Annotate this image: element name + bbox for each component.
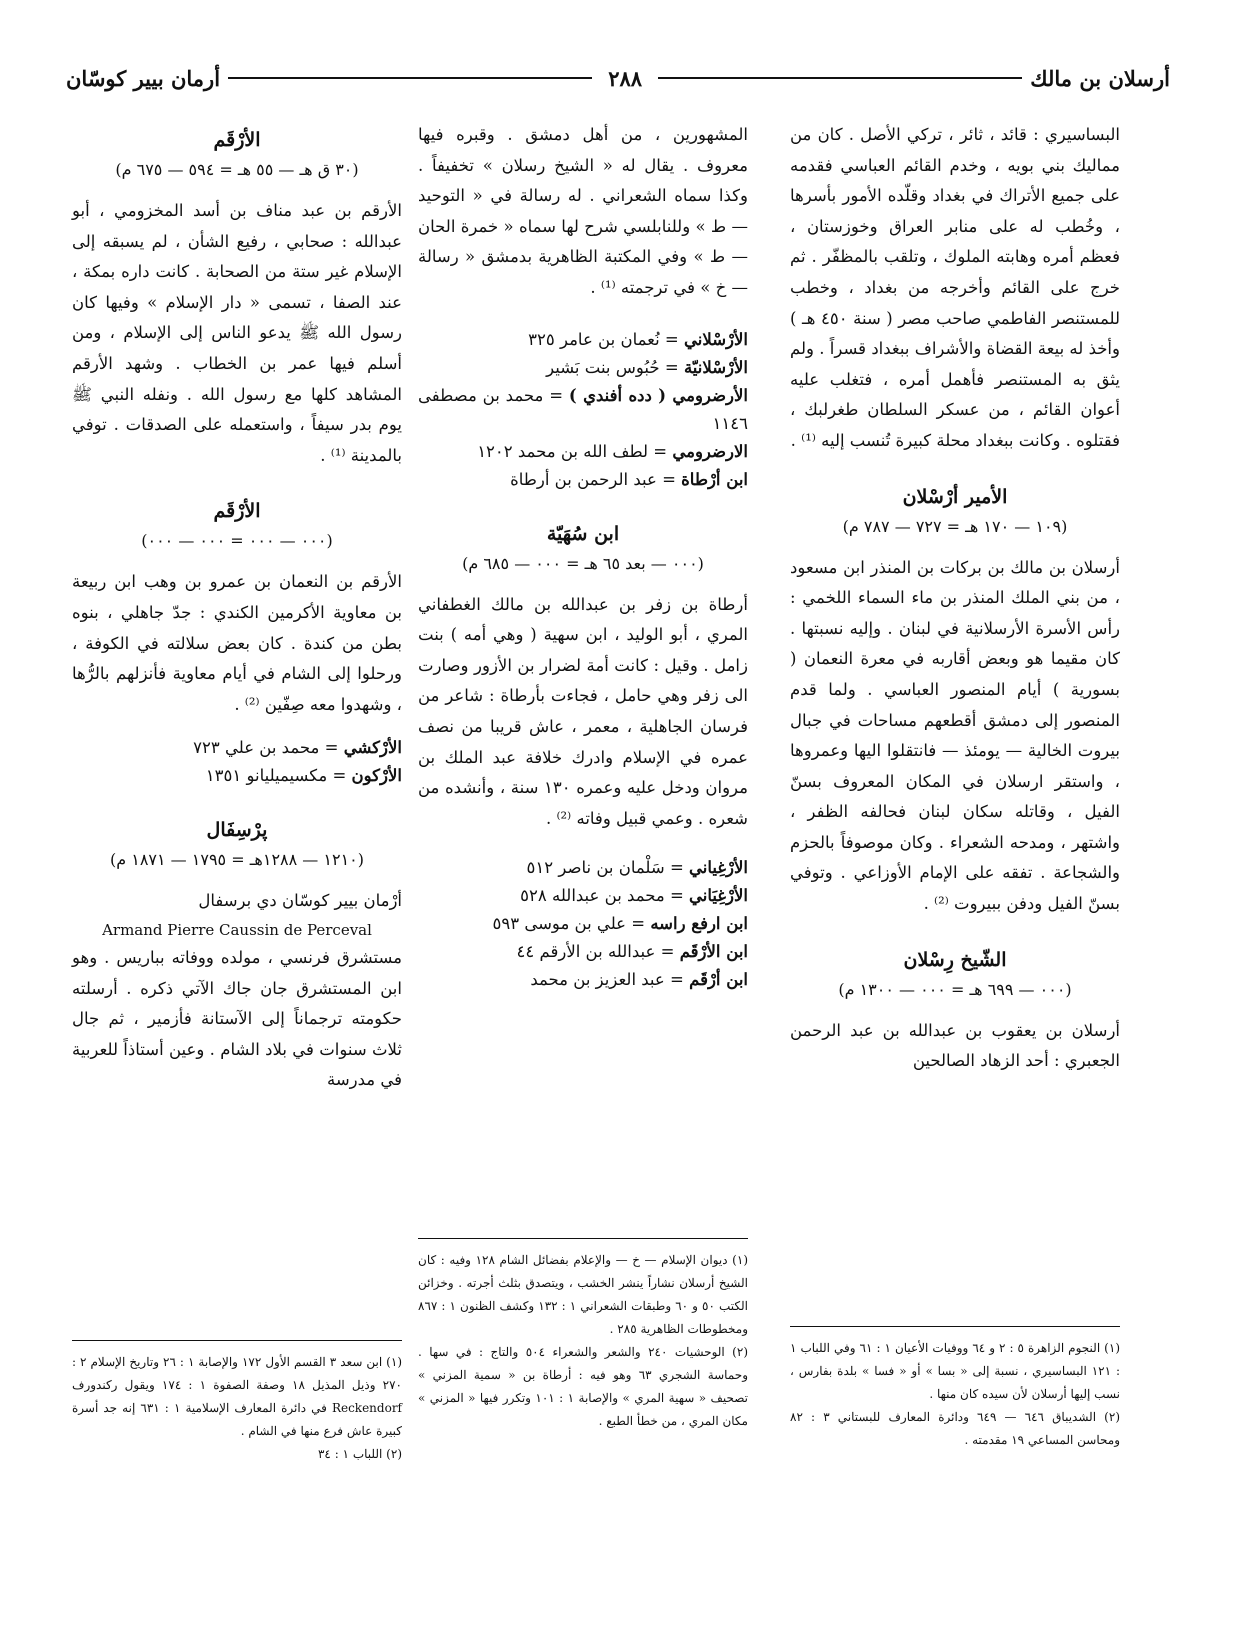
entry-continuation: المشهورين ، من أهل دمشق . وقبره فيها معروف . يقال له « الشيخ رسلان » تخفيفاً . وكذا سماه الشعراني . له رسالة في « التوحيد — ط » وللنابلسي شرح لها سماه « خمرة الحان — ط » وفي المكتبة الظاهرية بدمشق « رسالة — خ » في ترجمته ⁽¹⁾ . [418, 125, 748, 297]
entry-body: مستشرق فرنسي ، مولده ووفاته بباريس . وهو ابن المستشرق جان جاك الآتي ذكره . أرسلته حكومته ترجماناً إلى الآستانة فأزمير ، ثم جال ثلاث سنوات في بلاد الشام . وعين أستاذاً للعربية في مدرسة [72, 947, 402, 1090]
header-right-title: أرسلان بن مالك [1030, 65, 1170, 91]
column-right [790, 120, 1120, 1077]
running-head [66, 58, 1170, 98]
footnote: (١) النجوم الزاهرة ٥ : ٢ و ٦٤ ووفيات الأعيان ١ : ٦١ وفي اللباب ١ : ١٢١ البساسيري ، نسبة إلى « بسا » أو « فسا » بلدة بفارس ، نسب إليها أرسلان لأن سيده كان منها . [790, 1341, 1120, 1401]
cross-reference: ابن أرْطاة = عبد الرحمن بن أرطاة [510, 469, 748, 489]
cross-reference: الأرْغِياني = سَلْمان بن ناصر ٥١٢ [526, 858, 748, 878]
cross-reference: الأرْسْلاني = نُعمان بن عامر ٣٢٥ [528, 329, 748, 349]
latin-name: Armand Pierre Caussin de Perceval [102, 920, 372, 939]
cross-reference: الأرضرومي ( دده أفندي ) = محمد بن مصطفى ١١٤٦ [418, 385, 748, 433]
entry-dates: (٠٠٠ — بعد ٦٥ هـ = ٠٠٠ — ٦٨٥ م) [462, 553, 704, 573]
cross-reference: الأرْغِيَاني = محمد بن عبدالله ٥٢٨ [520, 886, 748, 906]
footnotes-right [790, 1326, 1120, 1452]
entry-name-line: أرْمان بيير كوسّان دي برسفال [198, 891, 402, 911]
entry-body: أرسلان بن مالك بن بركات بن المنذر ابن مسعود ، من بني الملك المنذر بن ماء السماء اللخمي : رأس الأسرة الأرسلانية في لبنان . وإليه نسبتها . كان مقيما هو وبعض أقاربه في معرة النعمان ( بسورية ) أيام المنصور العباسي . ولما قدم المنصور إلى دمشق أقطعهم مساحات في جبال بيروت الخالية — يومئذ — فانتقلوا اليها وعمروها ، واستقر ارسلان في المكان المعروف بسنّ الفيل ، وقاتله سكان لبنان فحالفه الظفر ، واشتهر ، ومدحه الشعراء . وكان موصوفاً بالحزم والشجاعة . تفقه على الإمام الأوزاعي . وتوفي بسنّ الفيل ودفن ببيروت ⁽²⁾ . [790, 557, 1120, 914]
entry-body: الأرقم بن عبد مناف بن أسد المخزومي ، أبو عبدالله : صحابي ، رفيع الشأن ، لم يسبقه إلى الإسلام غير ستة من الصحابة . كانت داره بمكة ، عند الصفا ، تسمى « دار الإسلام » وفيها كان رسول الله ﷺ يدعو الناس إلى الإسلام ، ومن أسلم فيها عمر بن الخطاب . وشهد الأرقم المشاهد كلها مع رسول الله . ونفله النبي ﷺ يوم بدر سيفاً ، واستعمله على الصدقات . توفي بالمدينة ⁽¹⁾ . [72, 201, 402, 465]
cross-reference: ابن الأرْقَم = عبدالله بن الأرقم ٤٤ [516, 942, 748, 962]
entry-continuation: البساسيري : قائد ، ثائر ، تركي الأصل . كان من مماليك بني بويه ، وخدم القائم العباسي فقدمه على جميع الأتراك في بغداد وقلّده الأمور بأسرها ، وخُطب له على منابر العراق وخوزستان ، فعظم أمره وهابته الملوك ، وتلقب بالمظفّر . ثم خرج على القائم وأخرجه من بغداد ، وخطب للمستنصر الفاطمي صاحب مصر ( سنة ٤٥٠ هـ ) وأخذ له بيعة القضاة والأشراف ببغداد قسراً . ولم يثق به المستنصر فأهمل أمره ، فتغلب عليه أعوان القائم ، من عسكر السلطان طغرلبك ، فقتلوه . وكانت ببغداد محلة كبيرة تُنسب إليه ⁽¹⁾ . [790, 125, 1121, 450]
footnotes-middle [418, 1238, 748, 1433]
footnote-rule [790, 1326, 1120, 1327]
footnote: (٢) الشديباق ٦٤٦ — ٦٤٩ ودائرة المعارف للبستاني ٣ : ٨٢ ومحاسن المساعي ١٩ مقدمته . [790, 1410, 1120, 1447]
cross-reference: ابن ارفع راسه = علي بن موسى ٥٩٣ [492, 914, 748, 934]
entry-title: ابن سُهَيّة [546, 522, 620, 545]
entry-dates: (١٢١٠ — ١٢٨٨هـ = ١٧٩٥ — ١٨٧١ م) [109, 850, 365, 870]
page-number: ٢٨٨ [608, 65, 643, 91]
entry-title: الأرْقَم [213, 129, 261, 151]
cross-reference: الارضرومي = لطف الله بن محمد ١٢٠٢ [477, 441, 748, 461]
entry-dates: (٠٠٠ — ٦٩٩ هـ = ٠٠٠ — ١٣٠٠ م) [838, 979, 1072, 999]
entry-body: أرطاة بن زفر بن عبدالله بن مالك الغطفاني المري ، أبو الوليد ، ابن سهية ( وهي أمه ) بنت زامل . وقيل : كانت أمة لضرار بن الأزور وصارت الى زفر وهي حامل ، فجاءت بأرطاة : شاعر من فرسان الجاهلية ، معمر ، عاش قريبا من نصف عمره في الإسلام وادرك خلافة عبد الملك بن مروان ودخل عليه وعمره ١٣٠ سنة ، وأنشده من شعره . وعمي قبيل وفاته ⁽²⁾ . [418, 594, 748, 828]
entry-title: الأمير أرْسْلان [902, 485, 1008, 508]
column-middle [418, 120, 748, 994]
entry-dates: (٠٠٠ — ٠٠٠ = ٠٠٠ — ٠٠٠) [141, 531, 333, 551]
cross-reference: ابن أرْقَم = عبد العزيز بن محمد [530, 970, 748, 990]
footnote: (٢) الوحشيات ٢٤٠ والشعر والشعراء ٥٠٤ والتاج : في سها . وحماسة الشجري ٦٣ وهو فيه : أرطاة بن « سمية المزني » تصحيف « سهية المري » والإصابة ١ : ١٠١ وتكرر فيها « المزني » مكان المري ، من خطأ الطبع . [418, 1345, 749, 1428]
entry-title: الأرْقَم [213, 500, 261, 523]
header-rule-right [658, 77, 1022, 79]
footnotes-left [72, 1340, 402, 1466]
cross-reference: الأرْكون = مكسيميليانو ١٣٥١ [205, 766, 402, 786]
entry-title: الشّيخ رِسْلان [903, 948, 1007, 971]
footnote-rule [72, 1340, 402, 1341]
entry-dates: (١٠٩ — ١٧٠ هـ = ٧٢٧ — ٧٨٧ م) [842, 516, 1068, 536]
entry-body: أرسلان بن يعقوب بن عبدالله بن عبد الرحمن الجعبري : أحد الزهاد الصالحين [790, 1020, 1120, 1071]
footnote: (١) ابن سعد ٣ القسم الأول ١٧٢ والإصابة ١ : ٢٦ وتاريخ الإسلام ٢ : ٢٧٠ وذيل المذيل ١٨ وصفة الصفوة ١ : ١٧٤ ويقول ركندورف Reckendorf في دائرة المعارف الإسلامية ١ : ٦٣١ إنه جد أسرة كبيرة عاش فرع منها في الشام . [72, 1355, 403, 1438]
cross-reference: الأرْكشي = محمد بن علي ٧٢٣ [193, 738, 402, 758]
entry-body: الأرقم بن النعمان بن عمرو بن وهب ابن ربيعة بن معاوية الأكرمين الكندي : جدّ جاهلي ، بنوه بطن من كندة . كان بعض سلالته في الكوفة ، ورحلوا إلى الشام في أيام معاوية فأنزلهم بالرُّها ، وشهدوا معه صِفّين ⁽²⁾ . [72, 572, 402, 714]
entry-title: پرْسِفَال [206, 819, 268, 842]
footnote: (٢) اللباب ١ : ٣٤ [317, 1447, 402, 1461]
header-left-title: أرمان بيير كوسّان [66, 65, 221, 91]
column-left [72, 120, 402, 1096]
entry-dates: (٣٠ ق هـ — ٥٥ هـ = ٥٩٤ — ٦٧٥ م) [115, 160, 359, 179]
footnote-rule [418, 1238, 748, 1239]
footnote: (١) ديوان الإسلام — خ — والإعلام بفضائل الشام ١٢٨ وفيه : كان الشيخ أرسلان نشاراً ينشر الخشب ، ويتصدق بثلث أجرته . وخزائن الكتب ٥٠ و ٦٠ وطبقات الشعراني ١ : ١٣٢ وكشف الظنون ١ : ٨٦٧ ومخطوطات الظاهرية ٢٨٥ . [418, 1253, 748, 1336]
cross-reference: الأرْسْلانيّة = حُبُوس بنت بَشير [546, 357, 748, 377]
header-rule-left [228, 77, 592, 79]
